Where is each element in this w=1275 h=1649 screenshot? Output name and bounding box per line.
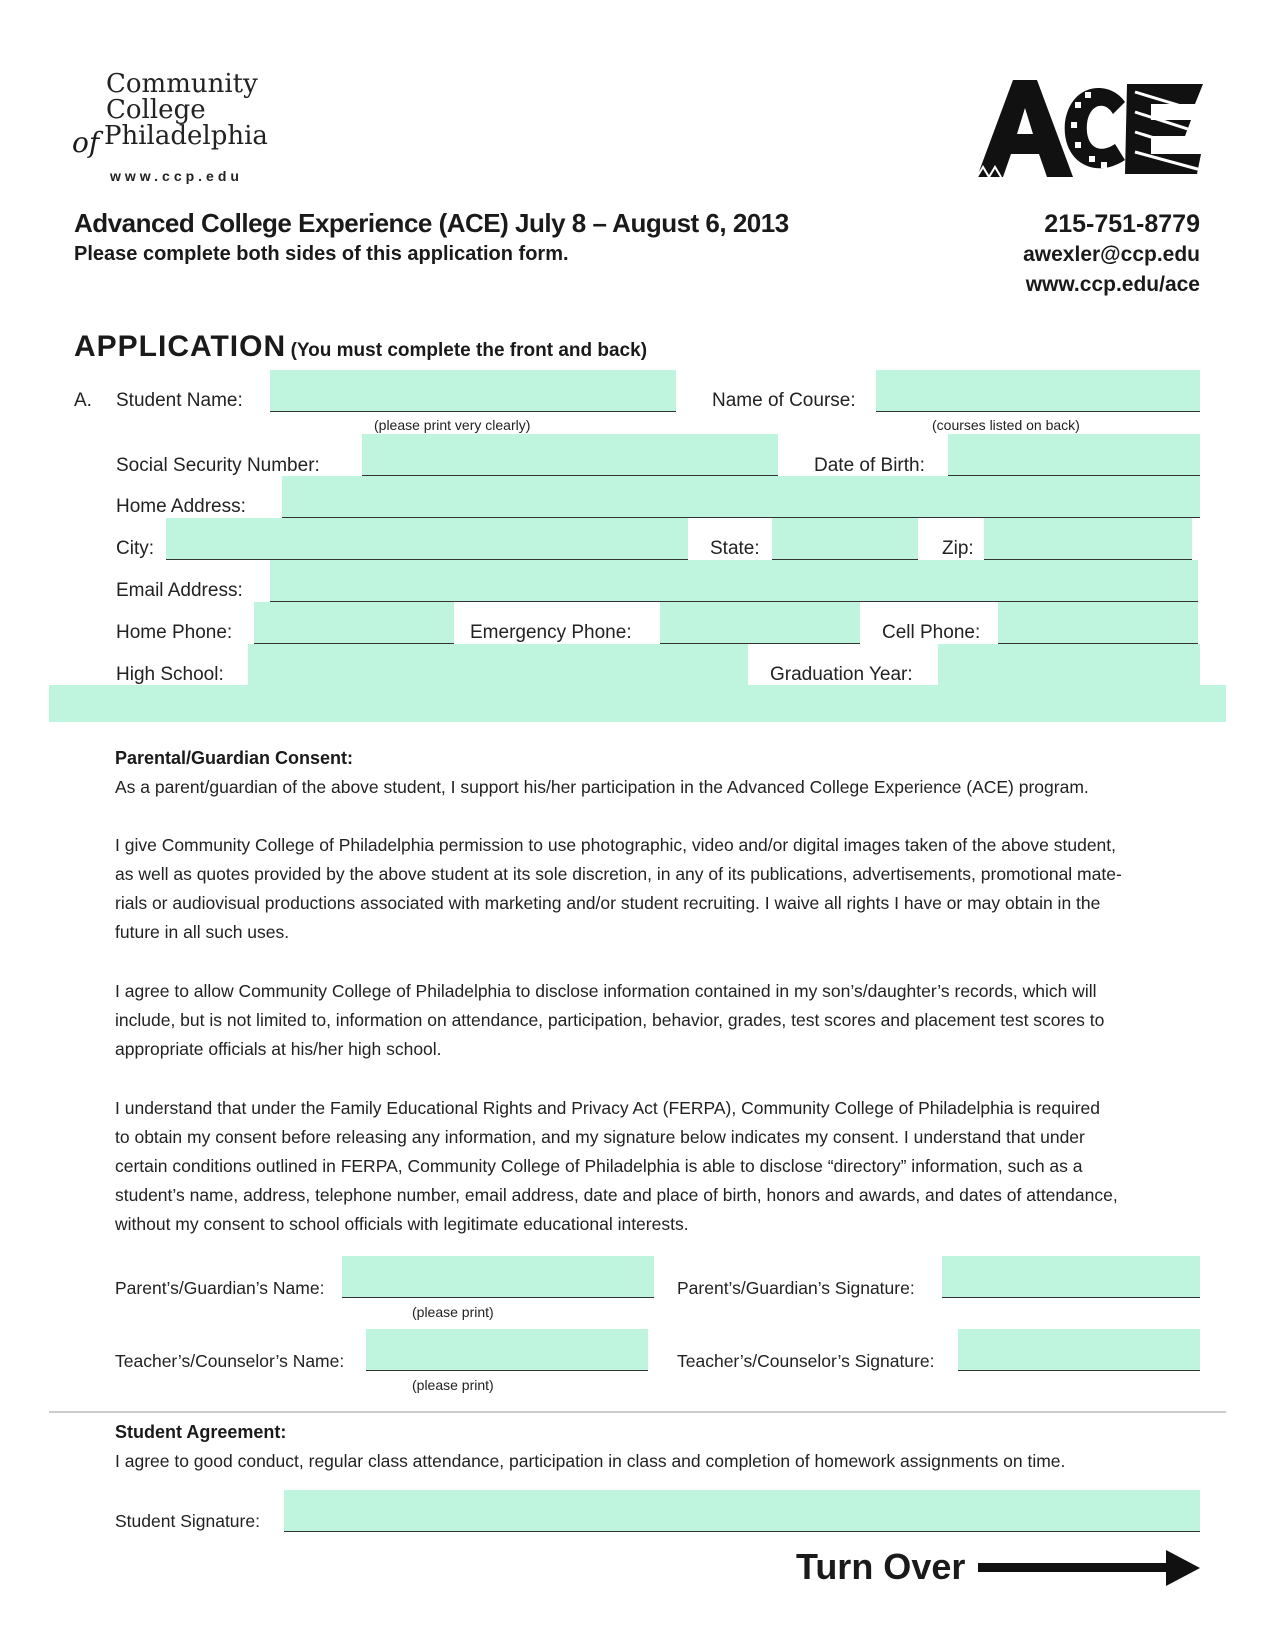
consent-paragraph-3: [115, 977, 1104, 1064]
high-school-label: High School:: [116, 664, 224, 685]
state-field[interactable]: [772, 518, 918, 560]
consent-p4-line: student’s name, address, telephone number, email address, date and place of birth, honors and awards, and dates of attendance,: [115, 1185, 1118, 1205]
consent-p2-line: as well as quotes provided by the above student at its sole discretion, in any of its publications, advertisements, promotional mate-: [115, 864, 1122, 884]
guardian-name-hint: (please print): [412, 1304, 494, 1320]
consent-p2-line: future in all such uses.: [115, 922, 290, 942]
application-heading-row: [74, 330, 647, 364]
home-phone-field[interactable]: [254, 602, 454, 644]
consent-p2-line: rials or audiovisual productions associated with marketing and/or student recruiting. I waive all rights I have or may obtain in the: [115, 893, 1101, 913]
consent-p4-line: without my consent to school officials with legitimate educational interests.: [115, 1214, 689, 1234]
home-phone-label: Home Phone:: [116, 622, 233, 643]
ssn-field[interactable]: [362, 434, 778, 476]
consent-p4-line: to obtain my consent before releasing any information, and my signature below indicates my consent. I understand that under: [115, 1127, 1085, 1147]
application-note: (You must complete the front and back): [290, 340, 648, 361]
guardian-name-label: Parent’s/Guardian’s Name:: [115, 1278, 325, 1298]
course-label: Name of Course:: [712, 390, 856, 411]
consent-p2-line: I give Community College of Philadelphia permission to use photographic, video and/or digital images taken of the above student,: [115, 835, 1117, 855]
contact-email: awexler@ccp.edu: [1023, 243, 1200, 266]
consent-paragraph-1: As a parent/guardian of the above student, I support his/her participation in the Advanced College Experience (ACE) program.: [115, 777, 1089, 797]
teacher-name-label: Teacher’s/Counselor’s Name:: [115, 1351, 345, 1371]
ace-logo: [975, 72, 1205, 182]
agreement-text: I agree to good conduct, regular class attendance, participation in class and completion of homework assignments on time.: [115, 1451, 1066, 1471]
college-logo: [72, 70, 272, 190]
city-field[interactable]: [166, 518, 688, 560]
student-name-field[interactable]: [270, 370, 676, 412]
address-field[interactable]: [282, 476, 1200, 518]
emergency-phone-label: Emergency Phone:: [470, 622, 632, 643]
teacher-signature-field[interactable]: [958, 1329, 1200, 1371]
student-name-label: Student Name:: [116, 390, 243, 411]
dob-label: Date of Birth:: [814, 455, 925, 476]
guardian-signature-label: Parent’s/Guardian’s Signature:: [677, 1278, 915, 1298]
guardian-name-field[interactable]: [342, 1256, 654, 1298]
email-field[interactable]: [270, 560, 1198, 602]
ace-logo-letter-e: [1125, 84, 1203, 174]
section-rule: [49, 1411, 1226, 1413]
turn-over-arrow-icon: [978, 1548, 1202, 1593]
consent-heading: Parental/Guardian Consent:: [115, 748, 354, 768]
high-school-field[interactable]: [248, 644, 748, 686]
address-label: Home Address:: [116, 496, 246, 517]
consent-p4-line: certain conditions outlined in FERPA, Community College of Philadelphia is able to disclose “directory” information, such as a: [115, 1156, 1083, 1176]
cell-phone-label: Cell Phone:: [882, 622, 981, 643]
student-signature-field[interactable]: [284, 1490, 1200, 1532]
course-field[interactable]: [876, 370, 1200, 412]
form-divider-band: [49, 685, 1226, 722]
grad-year-label: Graduation Year:: [770, 664, 913, 685]
state-label: State:: [710, 538, 760, 559]
dob-field[interactable]: [948, 434, 1200, 476]
page-subtitle: Please complete both sides of this application form.: [74, 243, 569, 265]
consent-paragraph-4: [115, 1094, 1118, 1239]
ssn-label: Social Security Number:: [116, 455, 320, 476]
consent-p3-line: appropriate officials at his/her high school.: [115, 1039, 442, 1059]
logo-line-community: Community: [106, 69, 258, 99]
course-hint: (courses listed on back): [932, 417, 1080, 433]
student-name-hint: (please print very clearly): [374, 417, 531, 433]
consent-p3-line: include, but is not limited to, information on attendance, participation, behavior, grades, test scores and placement test scores to: [115, 1010, 1105, 1030]
grad-year-field[interactable]: [938, 644, 1200, 686]
zip-field[interactable]: [984, 518, 1192, 560]
teacher-signature-label: Teacher’s/Counselor’s Signature:: [677, 1351, 935, 1371]
logo-of: of: [72, 126, 100, 159]
consent-p4-line: I understand that under the Family Educational Rights and Privacy Act (FERPA), Community College of Philadelphia is required: [115, 1098, 1101, 1118]
guardian-signature-field[interactable]: [942, 1256, 1200, 1298]
teacher-name-field[interactable]: [366, 1329, 648, 1371]
email-label: Email Address:: [116, 580, 243, 601]
contact-website: www.ccp.edu/ace: [1025, 273, 1200, 296]
consent-p3-line: I agree to allow Community College of Philadelphia to disclose information contained in my son’s/daughter’s records, which will: [115, 981, 1097, 1001]
logo-line-college: College: [106, 95, 206, 125]
emergency-phone-field[interactable]: [660, 602, 860, 644]
page-title: Advanced College Experience (ACE) July 8 – August 6, 2013: [74, 208, 789, 238]
logo-line-philadelphia: Philadelphia: [104, 121, 268, 151]
application-heading: APPLICATION: [74, 330, 287, 363]
cell-phone-field[interactable]: [998, 602, 1198, 644]
ace-logo-letter-c: [1065, 88, 1125, 168]
contact-phone: 215-751-8779: [1044, 210, 1200, 238]
section-letter: A.: [74, 390, 92, 411]
agreement-heading: Student Agreement:: [115, 1422, 287, 1442]
logo-url: www.ccp.edu: [110, 168, 243, 184]
turn-over-text: Turn Over: [796, 1546, 966, 1587]
consent-paragraph-2: [115, 831, 1122, 947]
city-label: City:: [116, 538, 154, 559]
teacher-name-hint: (please print): [412, 1377, 494, 1393]
student-signature-label: Student Signature:: [115, 1511, 260, 1531]
zip-label: Zip:: [942, 538, 974, 559]
ace-logo-letter-a: [977, 80, 1073, 177]
